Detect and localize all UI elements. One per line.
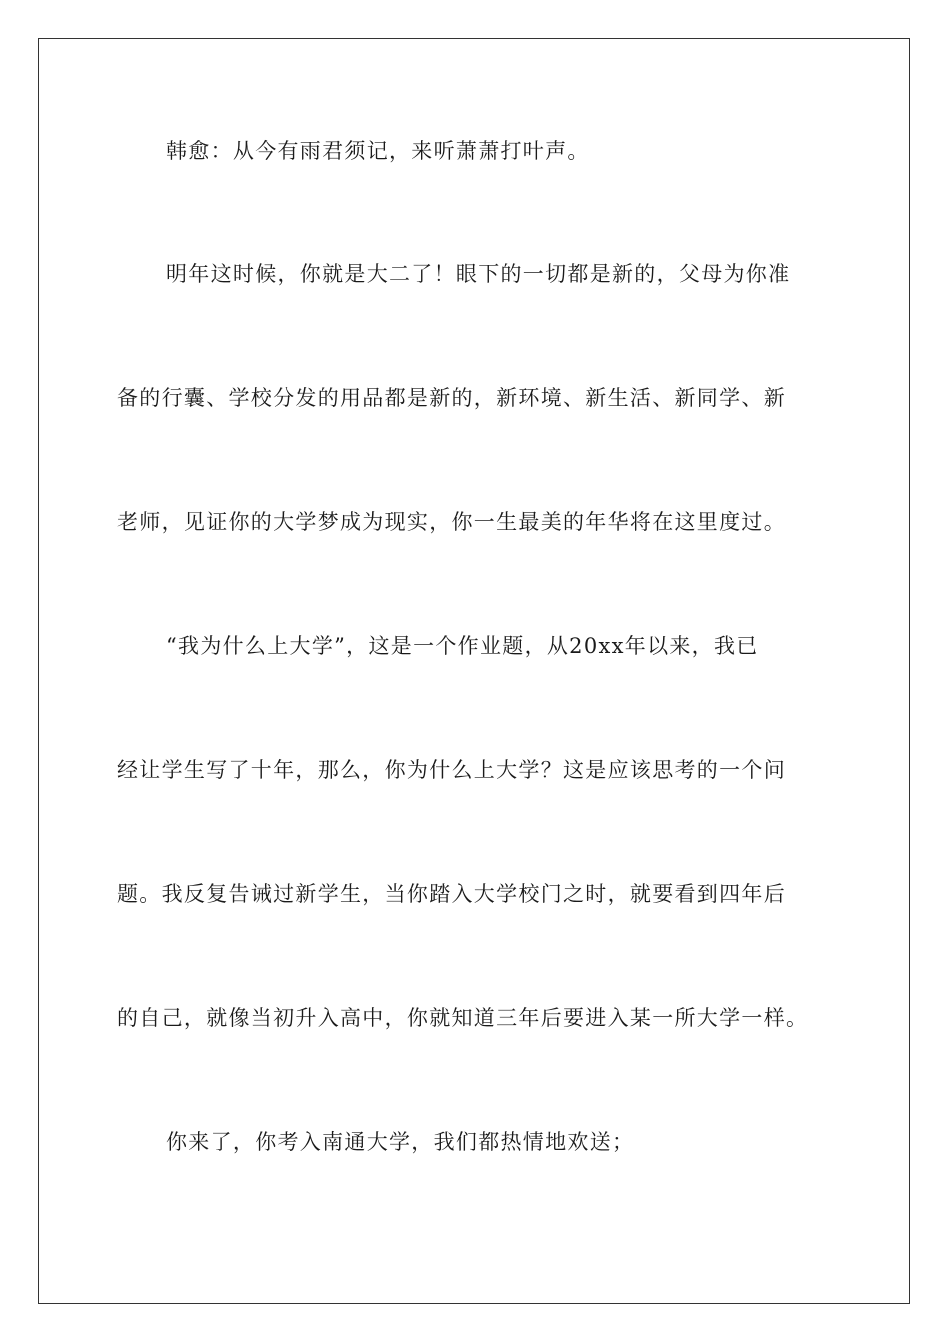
- text-line-2: 明年这时候，你就是大二了！眼下的一切都是新的，父母为你准: [166, 262, 791, 286]
- text-line-9: 你来了，你考入南通大学，我们都热情地欢送；: [166, 1130, 635, 1154]
- text-line-8: 的自己，就像当初升入高中，你就知道三年后要进入某一所大学一样。: [117, 1006, 809, 1030]
- text-line-7: 题。我反复告诫过新学生，当你踏入大学校门之时，就要看到四年后: [117, 882, 786, 906]
- text-line-4: 老师，见证你的大学梦成为现实，你一生最美的年华将在这里度过。: [117, 510, 786, 534]
- page-frame: [38, 38, 910, 1304]
- text-line-6: 经让学生写了十年，那么，你为什么上大学？这是应该思考的一个问: [117, 758, 786, 782]
- text-line-1: 韩愈：从今有雨君须记，来听萧萧打叶声。: [166, 139, 590, 163]
- text-line-5: “我为什么上大学”，这是一个作业题，从20xx年以来，我已: [166, 634, 759, 658]
- text-line-3: 备的行囊、学校分发的用品都是新的，新环境、新生活、新同学、新: [117, 386, 786, 410]
